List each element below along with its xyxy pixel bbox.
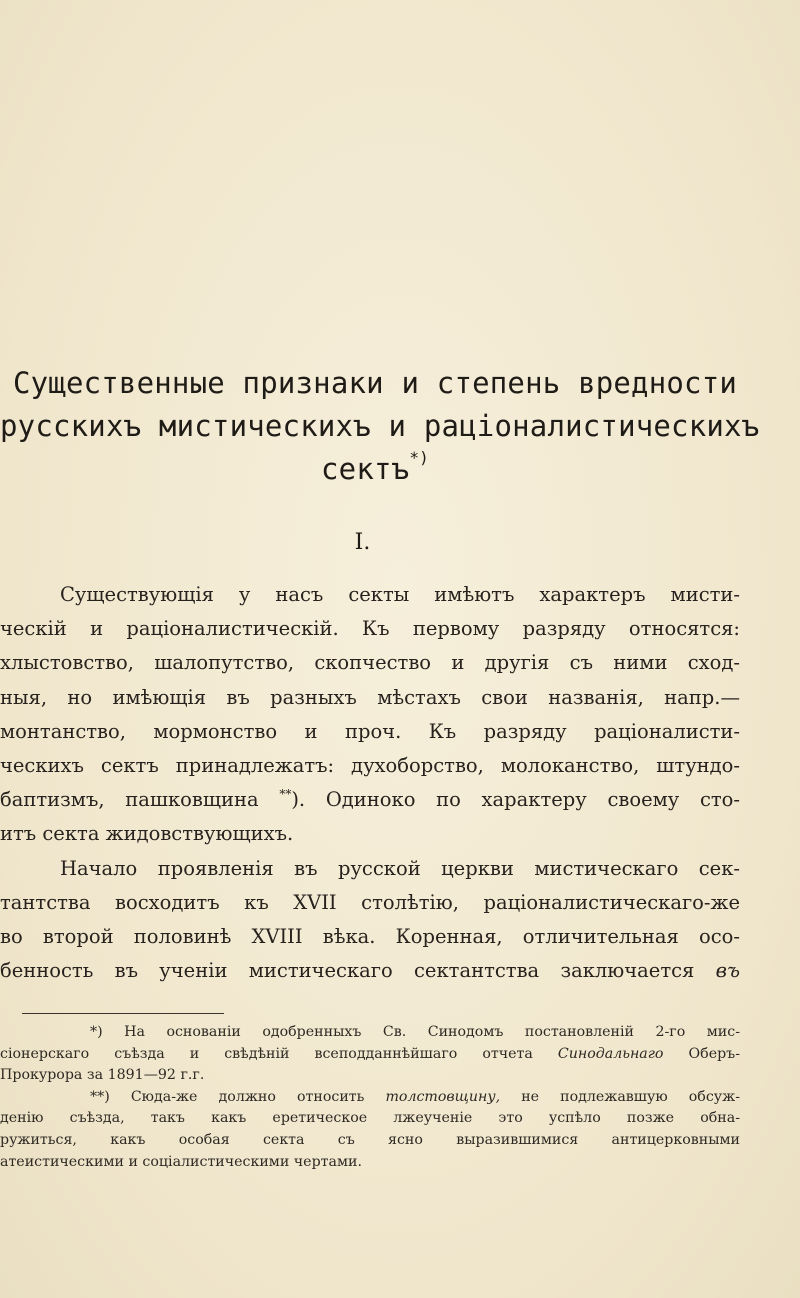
paragraph-2-text: бенность въ ученіи мистическаго сектантства заключается [0, 959, 695, 983]
footnote-2-line: атеистическими и соціалистическими чертами. [0, 1153, 362, 1170]
footnote-divider [22, 1013, 224, 1014]
title-line-3-text: сектъ [321, 452, 410, 486]
footnote-reference: ** [279, 787, 292, 802]
footnote-2-line [0, 1087, 740, 1109]
paragraph-1-line: монтанство, мормонство и проч. Къ разряду раціоналисти- [0, 719, 740, 743]
paragraph-2-line [0, 954, 740, 988]
paragraph-1-line: Существующія у насъ секты имѣютъ характеръ мисти- [60, 583, 740, 606]
paragraph-1-text: баптизмъ, пашковщина [0, 788, 259, 812]
main-text [0, 578, 740, 988]
section-number: I. [354, 530, 371, 555]
paragraph-1-line: итъ секта жидовствующихъ. [0, 822, 294, 846]
title-footnote-mark: *) [409, 448, 429, 467]
paragraph-2-line: тантства восходитъ къ XVII столѣтію, раціоналистическаго-же [0, 890, 740, 914]
title-line-3 [0, 448, 750, 491]
footnote-1-line [0, 1044, 740, 1066]
footnote-2-line: ружиться, какъ особая секта съ ясно выразившимися антицерковными [0, 1131, 740, 1148]
footnote-2-line: денію съѣзда, такъ какъ еретическое лжеученіе это успѣло позже обна- [0, 1110, 740, 1127]
paragraph-1-line: хлыстовство, шалопутство, скопчество и другія съ ними сход- [0, 651, 740, 675]
paragraph-1-text: ). Одиноко по характеру своему сто- [291, 788, 740, 812]
paragraph-1-line [0, 783, 740, 817]
footnotes [0, 1022, 740, 1173]
footnote-2-text: **) Сюда-же должно относить [90, 1088, 365, 1105]
paragraph-1-line: ныя, но имѣющія въ разныхъ мѣстахъ свои названія, напр.— [0, 685, 740, 709]
footnote-1-text: Оберъ- [688, 1045, 740, 1062]
title-line-2: русскихъ мистическихъ и раціоналистическихъ [0, 409, 760, 443]
catchword: въ [715, 959, 740, 983]
paragraph-1-line: ческій и раціоналистическій. Къ первому разряду относятся: [0, 617, 740, 641]
footnote-1-italic: Синодальнаго [557, 1045, 664, 1062]
footnote-1-text: сіонерскаго съѣзда и свѣдѣній всеподданнѣйшаго отчета [0, 1045, 533, 1062]
footnote-1-line: Прокурора за 1891—92 г.г. [0, 1067, 205, 1084]
footnote-1-line: *) На основаніи одобренныхъ Св. Синодомъ постановленій 2-го мис- [90, 1024, 740, 1040]
footnote-2-text: не подлежавшую обсуж- [521, 1088, 740, 1105]
paragraph-2-line: Начало проявленія въ русской церкви мистическаго сек- [60, 856, 740, 880]
page-title [0, 362, 760, 491]
paragraph-2-line: во второй половинѣ XVIII вѣка. Коренная, отличительная осо- [0, 925, 740, 949]
title-line-1: Существенные признаки и степень вредности [12, 366, 738, 400]
footnote-2-italic: толстовщину, [385, 1088, 501, 1105]
paragraph-1-line: ческихъ сектъ принадлежатъ: духоборство, молоканство, штундо- [0, 754, 740, 778]
